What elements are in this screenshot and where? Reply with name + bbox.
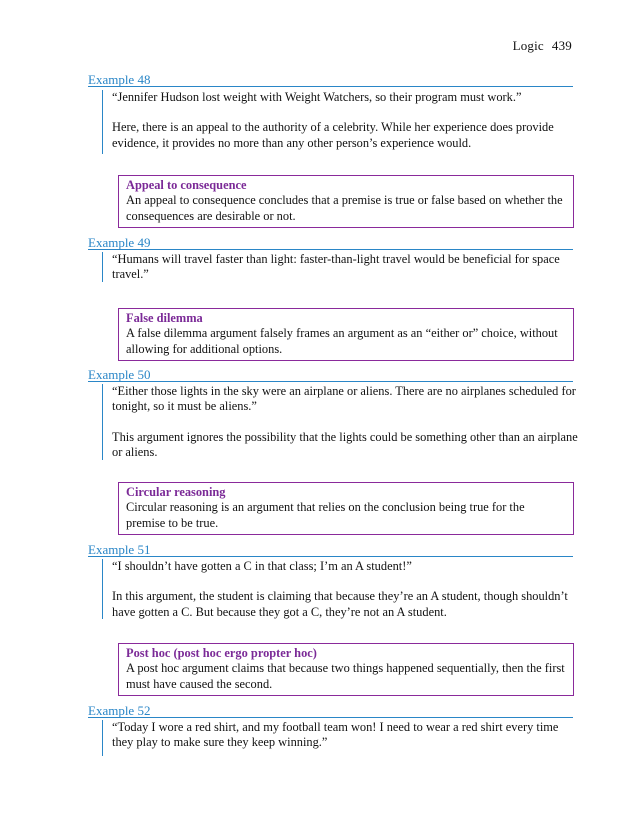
- example-explanation: Here, there is an appeal to the authority of a celebrity. While her experience does provide evidence, it provides no more than any other person’s experience would.: [112, 120, 554, 150]
- example-label: Example 51: [88, 542, 151, 557]
- example-explanation: In this argument, the student is claiming that because they’re an A student, though shouldn’t have gotten a C. But because they got a C, they’re not an A student.: [112, 589, 568, 619]
- callout-text: An appeal to consequence concludes that a premise is true or false based on whether the consequences are desirable or not.: [126, 193, 563, 223]
- example-48-body: [102, 90, 582, 154]
- example-51-body: [102, 559, 582, 619]
- running-head: [513, 38, 572, 54]
- example-51-heading: [88, 542, 573, 557]
- heading-rule: [88, 249, 573, 250]
- callout-title: False dilemma: [126, 311, 203, 325]
- heading-rule: [88, 556, 573, 557]
- callout-circular-reasoning: [118, 482, 574, 535]
- callout-appeal-to-consequence: [118, 175, 574, 228]
- callout-false-dilemma: [118, 308, 574, 361]
- callout-title: Appeal to consequence: [126, 178, 247, 192]
- example-label: Example 48: [88, 72, 151, 87]
- example-48-heading: [88, 72, 573, 87]
- example-quote: “Either those lights in the sky were an airplane or aliens. There are no airplanes scheduled for tonight, so it must be aliens.”: [112, 384, 576, 414]
- section-title: Logic: [512, 38, 544, 53]
- example-label: Example 50: [88, 367, 151, 382]
- example-label: Example 52: [88, 703, 151, 718]
- example-quote: “Today I wore a red shirt, and my football team won! I need to wear a red shirt every time they play to make sure they keep winning.”: [112, 720, 559, 750]
- callout-post-hoc: [118, 643, 574, 696]
- page-number: 439: [551, 38, 572, 53]
- example-explanation: This argument ignores the possibility that the lights could be something other than an airplane or aliens.: [112, 429, 578, 460]
- example-49-body: [102, 252, 582, 282]
- heading-rule: [88, 717, 573, 718]
- example-52-body: [102, 720, 582, 756]
- callout-title: Post hoc (post hoc ergo propter hoc): [126, 646, 317, 660]
- example-label: Example 49: [88, 235, 151, 250]
- callout-text: Circular reasoning is an argument that relies on the conclusion being true for the premise to be true.: [126, 500, 525, 530]
- example-52-heading: [88, 703, 573, 718]
- example-50-heading: [88, 367, 573, 382]
- example-quote: “Humans will travel faster than light: faster-than-light travel would be beneficial for space travel.”: [112, 252, 560, 282]
- callout-title: Circular reasoning: [126, 485, 226, 499]
- callout-text: A false dilemma argument falsely frames an argument as an “either or” choice, without allowing for additional options.: [126, 326, 558, 356]
- example-quote: “I shouldn’t have gotten a C in that class; I’m an A student!”: [112, 559, 412, 573]
- example-quote: “Jennifer Hudson lost weight with Weight Watchers, so their program must work.”: [112, 90, 522, 104]
- example-49-heading: [88, 235, 573, 250]
- heading-rule: [88, 86, 573, 87]
- heading-rule: [88, 381, 573, 382]
- example-50-body: [102, 384, 582, 460]
- callout-text: A post hoc argument claims that because two things happened sequentially, then the first must have caused the second.: [126, 661, 565, 691]
